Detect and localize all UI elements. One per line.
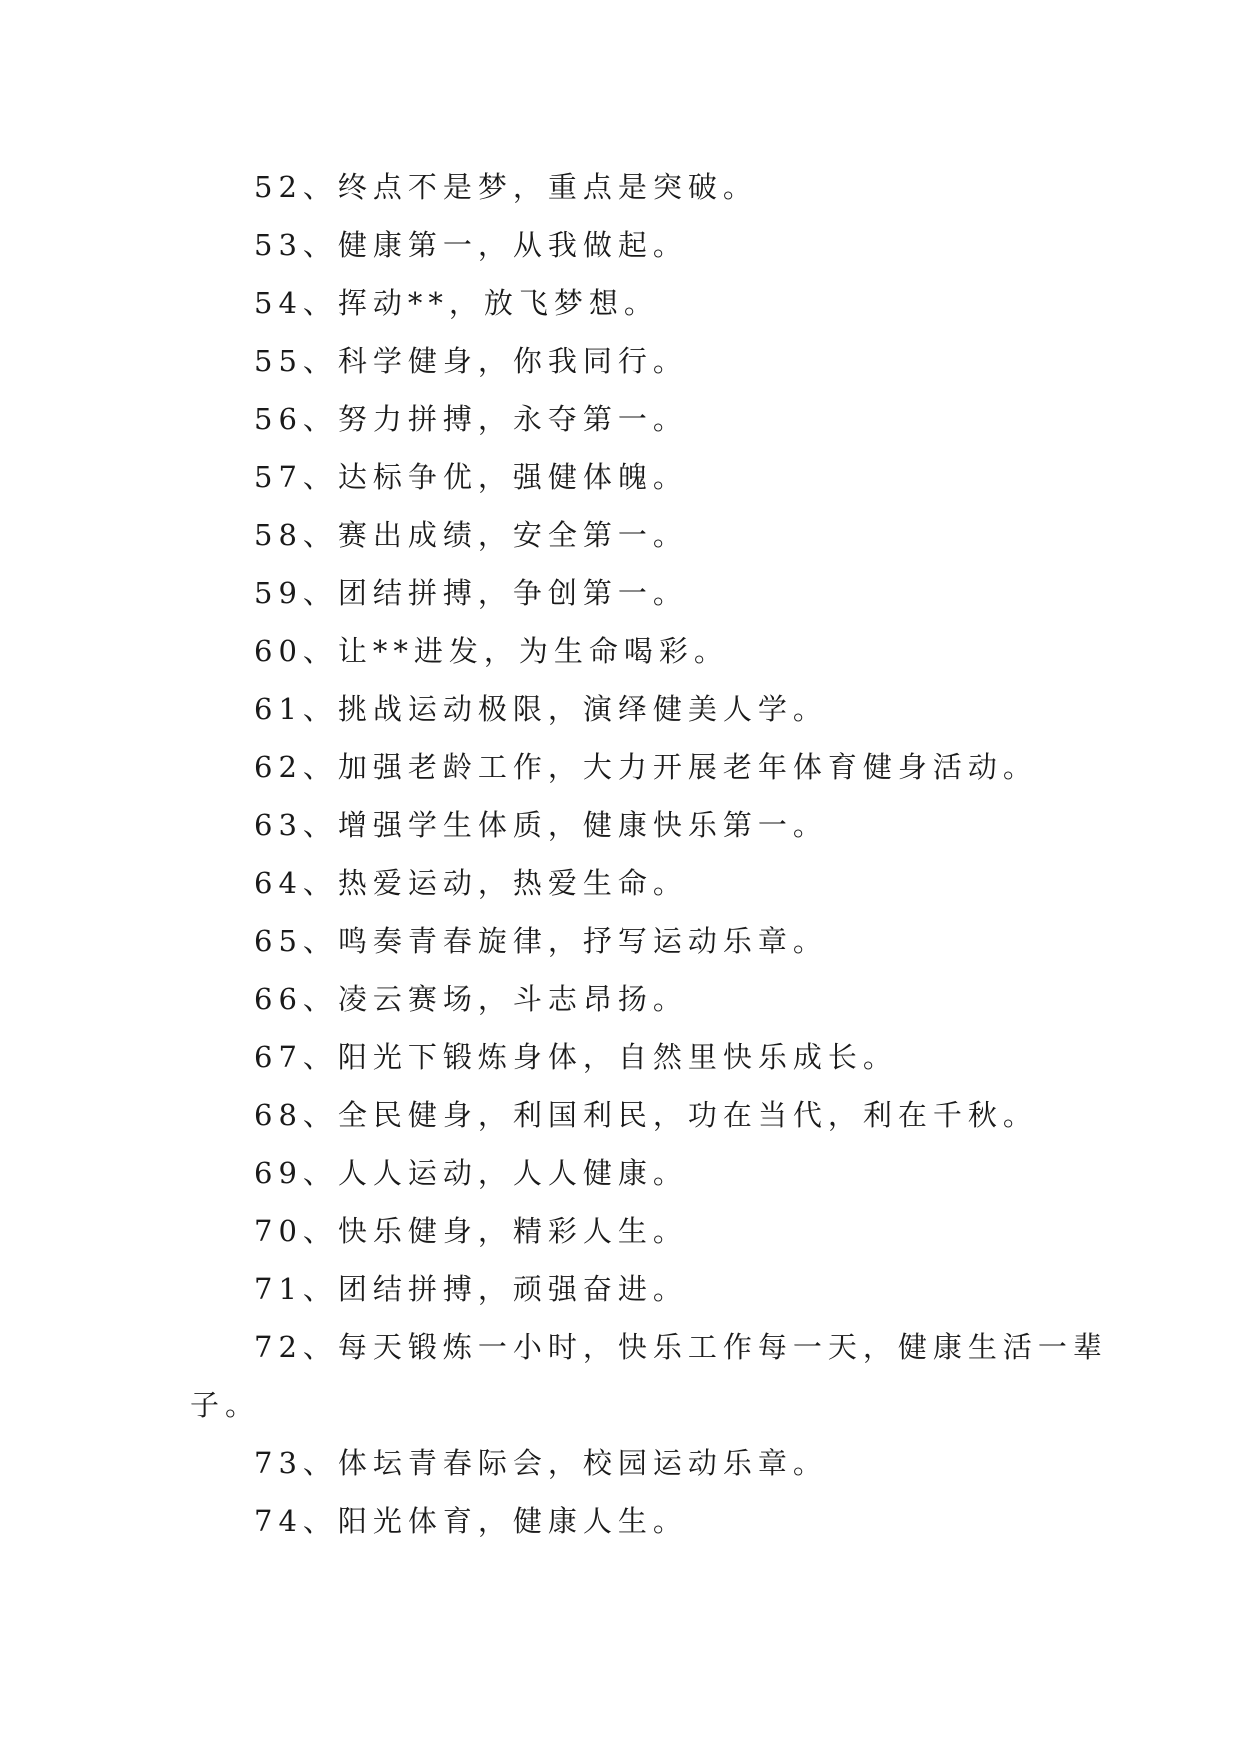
list-item: 65、鸣奏青春旋律，抒写运动乐章。 [254,924,828,958]
list-item: 57、达标争优，强健体魄。 [254,460,688,494]
list-item: 53、健康第一，从我做起。 [254,228,688,262]
list-item: 72、每天锻炼一小时，快乐工作每一天，健康生活一辈 [254,1330,1108,1364]
list-item: 68、全民健身，利国利民，功在当代，利在千秋。 [254,1098,1038,1132]
list-item: 60、让**进发，为生命喝彩。 [254,634,729,668]
list-item: 67、阳光下锻炼身体，自然里快乐成长。 [254,1040,898,1074]
list-item: 74、阳光体育，健康人生。 [254,1504,688,1538]
list-item: 73、体坛青春际会，校园运动乐章。 [254,1446,828,1480]
list-item: 54、挥动**，放飞梦想。 [254,286,659,320]
list-item: 66、凌云赛场，斗志昂扬。 [254,982,688,1016]
list-item: 71、团结拼搏，顽强奋进。 [254,1272,688,1306]
list-item: 63、增强学生体质，健康快乐第一。 [254,808,828,842]
list-item: 52、终点不是梦，重点是突破。 [254,170,758,204]
list-item-continuation: 子。 [190,1388,261,1422]
list-item: 55、科学健身，你我同行。 [254,344,688,378]
list-item: 62、加强老龄工作，大力开展老年体育健身活动。 [254,750,1038,784]
list-item: 58、赛出成绩，安全第一。 [254,518,688,552]
list-item: 56、努力拼搏，永夺第一。 [254,402,688,436]
list-item: 69、人人运动，人人健康。 [254,1156,688,1190]
slogan-list [190,158,1108,1550]
list-item: 61、挑战运动极限，演绎健美人学。 [254,692,828,726]
list-item: 70、快乐健身，精彩人生。 [254,1214,688,1248]
list-item: 59、团结拼搏，争创第一。 [254,576,688,610]
list-item: 64、热爱运动，热爱生命。 [254,866,688,900]
